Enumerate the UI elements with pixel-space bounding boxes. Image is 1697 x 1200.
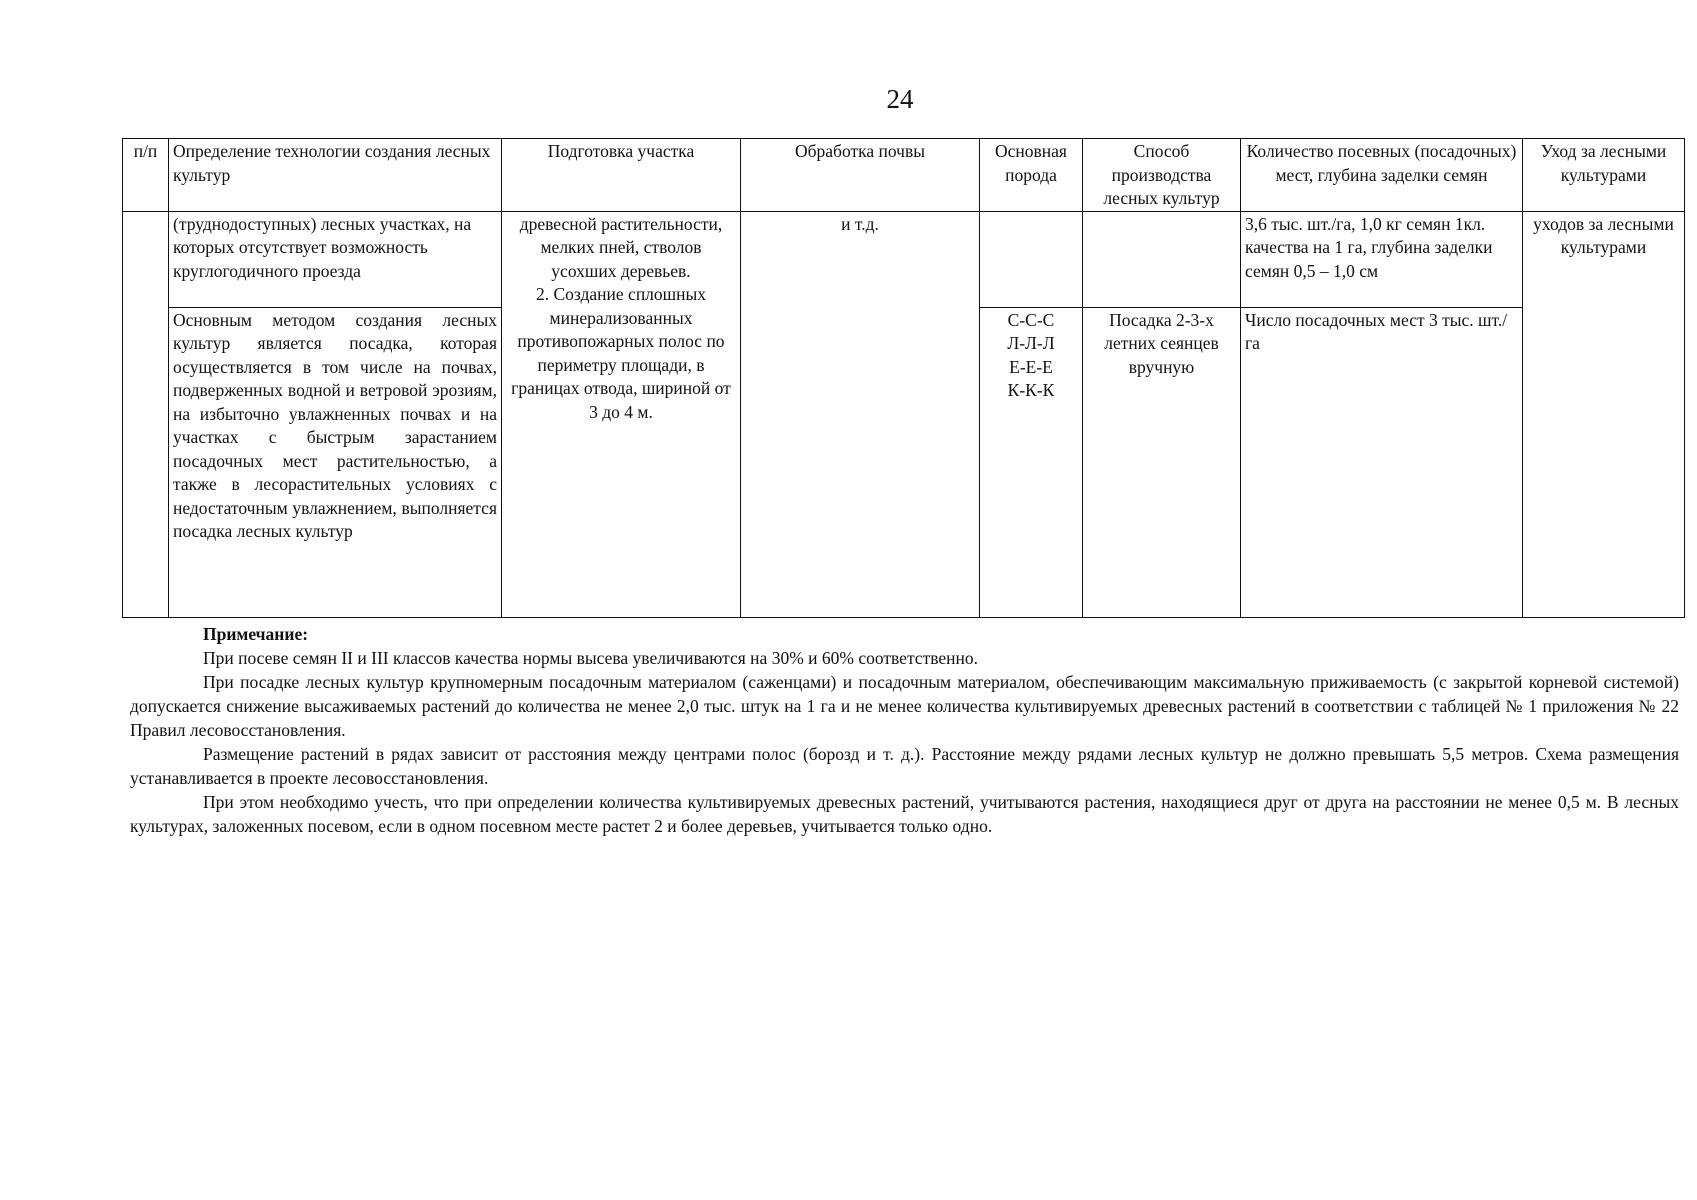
site-preparation-part-1: древесной растительности, мелких пней, стволов усохших деревьев. <box>519 213 723 281</box>
cell-care: уходов за лесными культурами <box>1523 211 1685 618</box>
header-technology: Определение технологии создания лесных культур <box>169 139 502 212</box>
cell-quantity-1: 3,6 тыс. шт./га, 1,0 кг семян 1кл. качества на 1 га, глубина заделки семян 0,5 – 1,0 см <box>1241 211 1523 307</box>
notes-section <box>130 622 1679 838</box>
header-main-species: Основная порода <box>980 139 1083 212</box>
cell-num <box>123 211 169 618</box>
note-paragraph-4: При этом необходимо учесть, что при определении количества культивируемых древесных растений, учитываются растения, находящиеся друг от друга на расстоянии не менее 0,5 м. В лесных культурах, заложенных посевом, если в одном посевном месте растет 2 и более деревьев, учитывается только одно. <box>130 792 1679 836</box>
site-preparation-part-2: 2. Создание сплошных минерализованных противопожарных полос по периметру площади, в границах отвода, шириной от 3 до 4 м. <box>511 284 731 422</box>
table-header-row <box>123 139 1685 212</box>
cell-species-2 <box>980 307 1083 618</box>
species-item: С-С-С <box>1007 309 1055 330</box>
page-number: 24 <box>886 84 914 114</box>
header-production-method: Способ производства лесных культур <box>1083 139 1241 212</box>
species-item: Е-Е-Е <box>1009 356 1053 377</box>
species-item: К-К-К <box>1007 380 1055 400</box>
cell-quantity-2: Число посадочных мест 3 тыс. шт./га <box>1241 307 1523 618</box>
cell-method-1 <box>1083 211 1241 307</box>
cell-technology-1: (труднодоступных) лесных участках, на которых отсутствует возможность круглогодичного проезда <box>169 211 502 307</box>
cell-site-preparation <box>502 211 741 618</box>
notes-title: Примечание: <box>203 624 309 644</box>
note-paragraph-2: При посадке лесных культур крупномерным посадочным материалом (саженцами) и посадочным материалом, обеспечивающим максимальную приживаемость (с закрытой корневой системой) допускается снижение высаживаемых растений до количества не менее 2,0 тыс. штук на 1 га и не менее количества культивируемых древесных растений в соответствии с таблицей № 1 приложения № 22 Правил лесовосстановления. <box>130 672 1679 740</box>
header-quantity: Количество посевных (посадочных) мест, глубина заделки семян <box>1241 139 1523 212</box>
cell-soil-treatment: и т.д. <box>741 211 980 618</box>
note-paragraph-3: Размещение растений в рядах зависит от расстояния между центрами полос (борозд и т. д.). Расстояние между рядами лесных культур не должно превышать 5,5 метров. Схема размещения устанавливается в проекте лесовосстановления. <box>130 744 1679 788</box>
header-care: Уход за лесными культурами <box>1523 139 1685 212</box>
table-row <box>123 211 1685 307</box>
species-item: Л-Л-Л <box>1007 333 1055 353</box>
forest-culture-table <box>122 138 1685 618</box>
cell-species-1 <box>980 211 1083 307</box>
cell-method-2: Посадка 2-3-х летних сеянцев вручную <box>1083 307 1241 618</box>
note-paragraph-1: При посеве семян II и III классов качества нормы высева увеличиваются на 30% и 60% соответственно. <box>203 648 979 668</box>
header-soil-treatment: Обработка почвы <box>741 139 980 212</box>
header-site-preparation: Подготовка участка <box>502 139 741 212</box>
cell-technology-2: Основным методом создания лесных культур является посадка, которая осуществляется в том числе на почвах, подверженных водной и ветровой эрозиям, на избыточно увлажненных почвах и на участках с быстрым зарастанием посадочных мест растительностью, а также в лесорастительных условиях с недостаточным увлажнением, выполняется посадка лесных культур <box>169 307 502 618</box>
header-num: п/п <box>123 139 169 212</box>
